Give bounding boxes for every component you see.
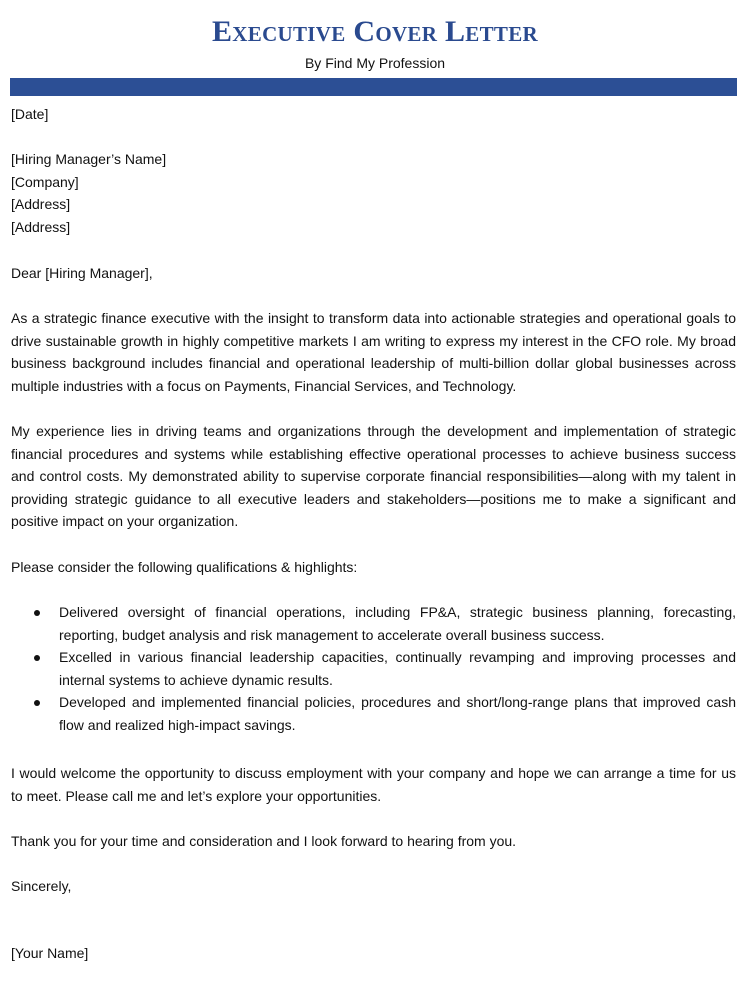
paragraph-experience: My experience lies in driving teams and organizations through the development and implementation of strategic financial procedures and systems while establishing effective operational processes to achieve business success and control costs. My demonstrated ability to supervise corporate financial responsibilities—along with my talent in providing strategic guidance to all executive leaders and stakeholders—positions me to make a significant and positive impact on your organization. xyxy=(11,423,736,530)
recipient-name: [Hiring Manager’s Name] xyxy=(11,151,167,167)
list-item xyxy=(11,646,736,691)
highlights-list xyxy=(11,601,736,737)
paragraph-intro: As a strategic finance executive with the insight to transform data into actionable strategies and operational goals to drive sustainable growth in highly competitive markets I am writing to express my interest in the CFO role. My broad business background includes financial and operational leadership of multi-billion dollar global businesses across multiple industries with a focus on Payments, Financial Services, and Technology. xyxy=(11,310,736,394)
closing: Sincerely, xyxy=(11,878,72,894)
header-divider-bar xyxy=(10,78,737,96)
date-line: [Date] xyxy=(11,106,49,122)
signature-name: [Your Name] xyxy=(11,945,89,961)
list-item-text: Excelled in various financial leadership capacities, continually revamping and improving processes and internal systems to achieve dynamic results. xyxy=(59,649,736,688)
bullet-icon xyxy=(34,610,40,616)
paragraph-highlights-intro: Please consider the following qualifications & highlights: xyxy=(11,559,358,575)
list-item-text: Delivered oversight of financial operations, including FP&A, strategic business planning, forecasting, reporting, budget analysis and risk management to accelerate overall business success. xyxy=(59,604,736,643)
bullet-icon xyxy=(34,655,40,661)
document-subtitle: By Find My Profession xyxy=(304,55,446,71)
list-item xyxy=(11,601,736,646)
paragraph-thanks: Thank you for your time and consideration and I look forward to hearing from you. xyxy=(11,833,517,849)
paragraph-closing-request: I would welcome the opportunity to discuss employment with your company and hope we can arrange a time for us to meet. Please call me and let’s explore your opportunities. xyxy=(11,765,736,804)
bullet-icon xyxy=(34,700,40,706)
recipient-address-1: [Address] xyxy=(11,196,71,213)
recipient-company: [Company] xyxy=(11,173,79,190)
recipient-block xyxy=(11,148,736,238)
list-item xyxy=(11,691,736,736)
salutation: Dear [Hiring Manager], xyxy=(11,265,153,281)
list-item-text: Developed and implemented financial policies, procedures and short/long-range plans that improved cash flow and realized high-impact savings. xyxy=(59,694,736,733)
document-title: Executive Cover Letter xyxy=(211,15,538,48)
recipient-address-2: [Address] xyxy=(11,218,71,235)
